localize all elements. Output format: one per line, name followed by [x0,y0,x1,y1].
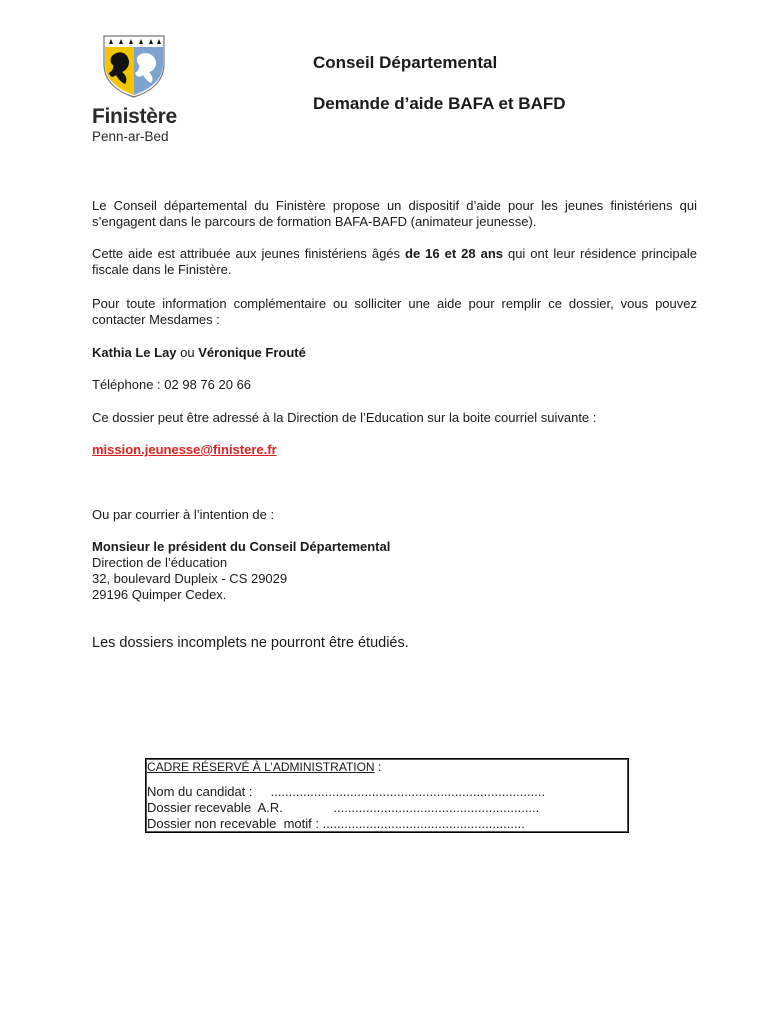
admin-not-receivable-line: Dossier non recevable motif : ........................................................ [147,816,525,831]
address-line-2: 32, boulevard Dupleix - CS 29029 [92,571,288,586]
admin-reserved-box [145,758,629,833]
coat-of-arms-icon [102,34,166,98]
admin-candidate-name-line: Nom du candidat : ............................................................................ [147,784,546,799]
incomplete-notice: Les dossiers incomplets ne pourront être étudiés. [92,635,409,651]
admin-box-title [147,759,381,776]
email-line [92,442,697,458]
address-recipient: Monsieur le président du Conseil Départemental [92,539,391,554]
contacts-line [92,345,697,361]
eligibility-age-range: de 16 et 28 ans [405,246,503,261]
logo-name: Finistère [92,105,177,128]
admin-box-colon: : [374,760,382,774]
eligibility-text-pre: Cette aide est attribuée aux jeunes finistériens âgés [92,246,406,261]
email-link[interactable]: mission.jeunesse@finistere.fr [92,442,277,457]
admin-receivable-line: Dossier recevable A.R. ......................................................... [147,800,540,815]
address-line-1: Direction de l’éducation [92,555,228,570]
finistere-logo [92,34,184,146]
page-subtitle: Demande d’aide BAFA et BAFD [313,94,566,113]
intro-paragraph: Le Conseil départemental du Finistère propose un dispositif d’aide pour les jeunes finistériens qui s’engagent dans le parcours de formation BAFA-BAFD (animateur jeunesse). [92,198,697,229]
contact-separator: ou [176,345,199,360]
mail-intro: Ou par courrier à l’intention de : [92,507,275,522]
info-paragraph: Pour toute information complémentaire ou solliciter une aide pour remplir ce dossier, vous pouvez contacter Mesdames : [92,296,697,327]
admin-box-heading: CADRE RÉSERVÉ À L’ADMINISTRATION [147,760,375,774]
logo-subtitle: Penn-ar-Bed [92,129,169,144]
phone-line [92,377,697,393]
eligibility-text-post: qui ont leur résidence principale fiscale dans le Finistère. [92,246,697,277]
address-line-3: 29196 Quimper Cedex. [92,587,227,602]
phone-number: 02 98 76 20 66 [164,377,252,392]
page-title: Conseil Départemental [313,53,498,72]
contact-name-1: Kathia Le Lay [92,345,177,360]
email-intro: Ce dossier peut être adressé à la Direction de l’Education sur la boite courriel suivante : [92,410,597,425]
postal-address [92,539,697,603]
phone-label: Téléphone : [92,377,165,392]
eligibility-paragraph [92,246,697,278]
contact-name-2: Véronique Frouté [198,345,306,360]
